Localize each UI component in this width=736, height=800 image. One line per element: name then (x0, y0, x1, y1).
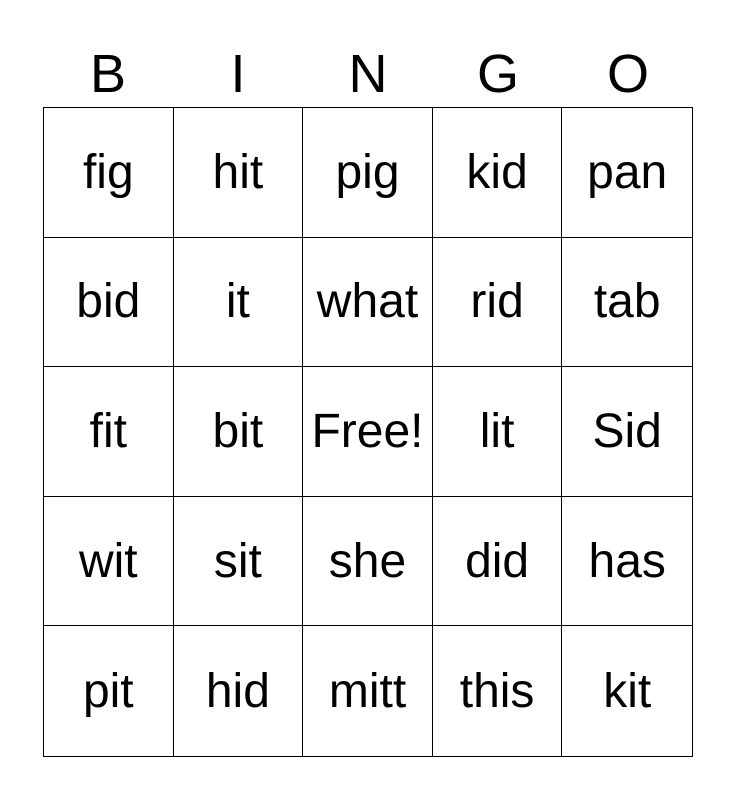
header-letter-o: O (606, 44, 649, 104)
bingo-cell[interactable]: fig (44, 108, 174, 238)
bingo-cell[interactable]: hit (174, 108, 304, 238)
bingo-cell[interactable]: she (303, 497, 433, 627)
bingo-cell[interactable]: bit (174, 367, 304, 497)
bingo-cell[interactable]: this (433, 626, 563, 756)
bingo-cell[interactable]: Sid (562, 367, 692, 497)
header-letter-g: G (476, 44, 519, 104)
bingo-cell[interactable]: has (562, 497, 692, 627)
bingo-cell[interactable]: fit (44, 367, 174, 497)
bingo-board (43, 107, 693, 757)
free-space-cell[interactable]: Free! (303, 367, 433, 497)
bingo-cell[interactable]: sit (174, 497, 304, 627)
header-letter-b: B (89, 44, 127, 104)
bingo-cell[interactable]: rid (433, 238, 563, 368)
bingo-cell[interactable]: wit (44, 497, 174, 627)
bingo-header (43, 40, 693, 108)
bingo-cell[interactable]: kid (433, 108, 563, 238)
bingo-cell[interactable]: hid (174, 626, 304, 756)
bingo-cell[interactable]: kit (603, 664, 652, 718)
bingo-cell[interactable]: it (174, 238, 304, 368)
bingo-cell[interactable]: bid (44, 238, 174, 368)
bingo-cell[interactable]: mitt (303, 626, 433, 756)
header-letter-i: I (230, 44, 246, 104)
header-letter-n: N (348, 44, 388, 104)
bingo-cell[interactable]: pan (562, 108, 692, 238)
bingo-cell[interactable]: tab (562, 238, 692, 368)
bingo-cell[interactable]: did (433, 497, 563, 627)
bingo-cell[interactable]: what (303, 238, 433, 368)
bingo-cell[interactable]: pit (44, 626, 174, 756)
bingo-cell[interactable]: lit (433, 367, 563, 497)
bingo-cell[interactable]: pig (303, 108, 433, 238)
